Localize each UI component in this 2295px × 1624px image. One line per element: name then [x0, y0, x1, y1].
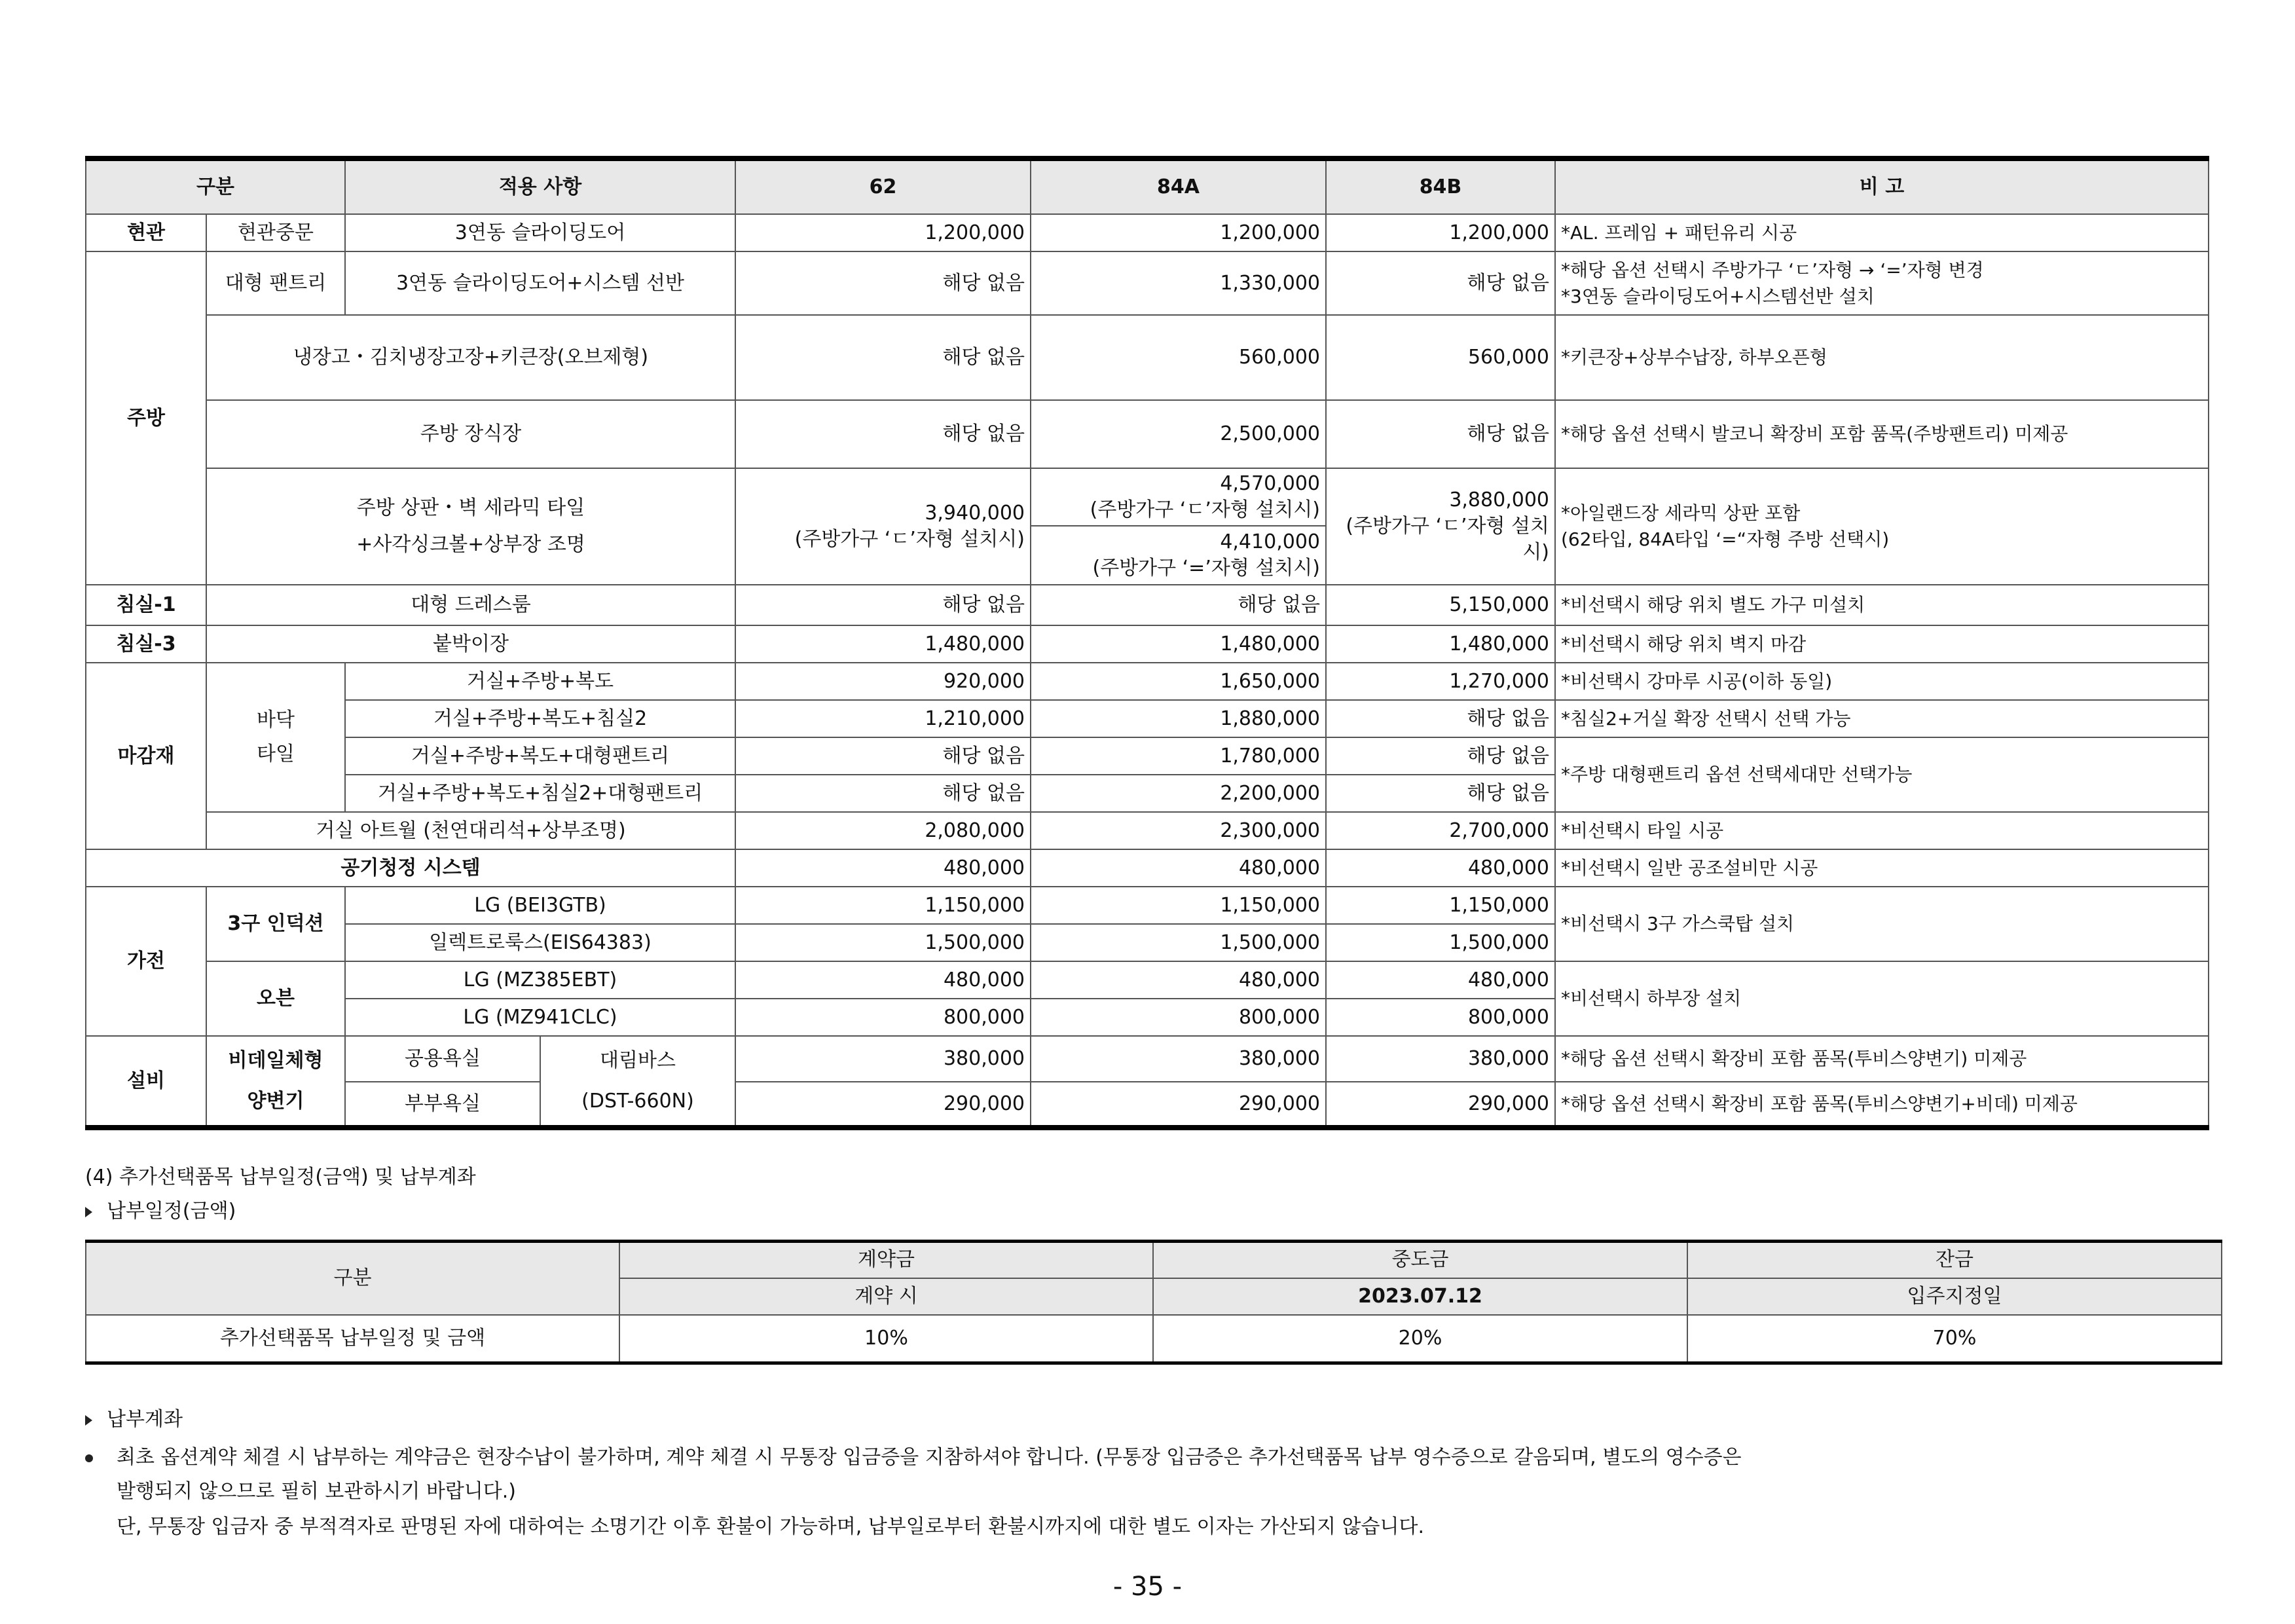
brand-line: 대림바스: [600, 1048, 676, 1072]
table-row: [86, 1082, 2209, 1128]
brand-line: (DST-660N): [581, 1089, 694, 1113]
table-row: [86, 315, 2209, 400]
price-62: 해당 없음: [735, 400, 1031, 468]
price-62: 380,000: [735, 1036, 1031, 1082]
interim-percent: 20%: [1153, 1315, 1687, 1363]
price-84a: [1031, 468, 1326, 585]
account-heading-label: 납부계좌: [107, 1408, 183, 1431]
price-84b: 380,000: [1326, 1036, 1555, 1082]
price-84b: 1,480,000: [1326, 625, 1555, 663]
header-84b: 84B: [1326, 158, 1555, 214]
price-condition: (주방가구 ‘ㄷ’자형 설치시): [1346, 515, 1549, 564]
group-label: 설비: [86, 1036, 206, 1128]
table-row: [86, 585, 2209, 625]
price-84b: 해당 없음: [1326, 775, 1555, 812]
table-header-row: [86, 1242, 2222, 1278]
note-line: *3연동 슬라이딩도어+시스템선반 설치: [1561, 285, 1875, 307]
table-row: [86, 625, 2209, 663]
price-84b: 1,150,000: [1326, 887, 1555, 924]
subheader-interim-date: 2023.07.12: [1153, 1278, 1687, 1315]
note: *AL. 프레임 + 패턴유리 시공: [1555, 214, 2209, 251]
price-84b: 560,000: [1326, 315, 1555, 400]
price-84a: 2,500,000: [1031, 400, 1326, 468]
price-84a: 2,300,000: [1031, 812, 1326, 849]
table-row: [86, 812, 2209, 849]
option-price-table: [85, 156, 2209, 1130]
item-label: 부부욕실: [345, 1082, 540, 1128]
price-84b: 5,150,000: [1326, 585, 1555, 625]
price-84a: 380,000: [1031, 1036, 1326, 1082]
price-84a: 1,480,000: [1031, 625, 1326, 663]
payment-schedule-table: [85, 1240, 2222, 1365]
price-condition: (주방가구 ‘=’자형 설치시): [1092, 557, 1320, 580]
sub-line: 양변기: [247, 1089, 304, 1113]
item-label: [206, 468, 735, 585]
note-line: *해당 옵션 선택시 주방가구 ‘ㄷ’자형 → ‘=’자형 변경: [1561, 259, 1984, 281]
item-label: 대형 드레스룸: [206, 585, 735, 625]
note: *키큰장+상부수납장, 하부오픈형: [1555, 315, 2209, 400]
header-item: 적용 사항: [345, 158, 735, 214]
table-row: [86, 400, 2209, 468]
header-note: 비 고: [1555, 158, 2209, 214]
item-label: 거실 아트월 (천연대리석+상부조명): [206, 812, 735, 849]
price-62: 1,480,000: [735, 625, 1031, 663]
item-label: 거실+주방+복도+침실2: [345, 700, 735, 737]
table-row: [86, 663, 2209, 700]
table-row: [86, 737, 2209, 775]
bullet-icon: [85, 1454, 93, 1462]
price-84b: 해당 없음: [1326, 700, 1555, 737]
note: [1555, 468, 2209, 585]
price-84a: 480,000: [1031, 849, 1326, 887]
price-62: 해당 없음: [735, 775, 1031, 812]
price-62: 해당 없음: [735, 251, 1031, 315]
price-value: 4,410,000: [1220, 530, 1320, 553]
price-84a: 1,150,000: [1031, 887, 1326, 924]
table-row: [86, 1315, 2222, 1363]
deposit-percent: 10%: [619, 1315, 1153, 1363]
note: *비선택시 3구 가스쿡탑 설치: [1555, 887, 2209, 961]
note: *주방 대형팬트리 옵션 선택세대만 선택가능: [1555, 737, 2209, 812]
page-number: - 35 -: [1112, 1572, 1183, 1602]
sub-label: 3구 인덕션: [206, 887, 345, 961]
table-row: [86, 214, 2209, 251]
note: *비선택시 해당 위치 별도 가구 미설치: [1555, 585, 2209, 625]
price-84b: 480,000: [1326, 849, 1555, 887]
price-84a: 560,000: [1031, 315, 1326, 400]
item-line: 주방 상판・벽 세라믹 타일: [356, 496, 585, 519]
price-84a: 1,200,000: [1031, 214, 1326, 251]
subheader-deposit: 계약 시: [619, 1278, 1153, 1315]
item-label: 거실+주방+복도: [345, 663, 735, 700]
price-84a: 1,880,000: [1031, 700, 1326, 737]
price-84a: 800,000: [1031, 999, 1326, 1036]
item-label: 거실+주방+복도+침실2+대형팬트리: [345, 775, 735, 812]
group-label: 가전: [86, 887, 206, 1036]
schedule-heading: [85, 1198, 236, 1225]
price-84b: 해당 없음: [1326, 400, 1555, 468]
note: *침실2+거실 확장 선택시 선택 가능: [1555, 700, 2209, 737]
header-84a: 84A: [1031, 158, 1326, 214]
price-84b: 1,200,000: [1326, 214, 1555, 251]
price-62: 480,000: [735, 849, 1031, 887]
note: [1555, 251, 2209, 315]
sub-label: 대형 팬트리: [206, 251, 345, 315]
header-category: 구분: [86, 158, 345, 214]
item-label: LG (BEI3GTB): [345, 887, 735, 924]
price-84b: 1,500,000: [1326, 924, 1555, 961]
subheader-balance: 입주지정일: [1687, 1278, 2222, 1315]
price-84a: 1,500,000: [1031, 924, 1326, 961]
price-84a: 1,780,000: [1031, 737, 1326, 775]
price-62: 1,150,000: [735, 887, 1031, 924]
price-62: 1,210,000: [735, 700, 1031, 737]
item-label: LG (MZ385EBT): [345, 961, 735, 999]
item-label: 3연동 슬라이딩도어+시스템 선반: [345, 251, 735, 315]
notice-text: 최초 옵션계약 체결 시 납부하는 계약금은 현장수납이 불가하며, 계약 체결 시 무통장 입금증을 지참하셔야 합니다. (무통장 입금증은 추가선택품목 납부 영수증으로 갈음되며, 별도의 영수증은: [117, 1446, 1742, 1469]
price-value: 4,570,000: [1220, 472, 1320, 495]
section-title: (4) 추가선택품목 납부일정(금액) 및 납부계좌: [85, 1166, 476, 1189]
table-row: [86, 887, 2209, 924]
triangle-bullet-icon: [85, 1207, 92, 1217]
item-label: 일렉트로룩스(EIS64383): [345, 924, 735, 961]
table-header-row: [86, 158, 2209, 214]
table-row: [86, 961, 2209, 999]
group-label: 주방: [86, 251, 206, 585]
price-62: 1,500,000: [735, 924, 1031, 961]
note: *비선택시 일반 공조설비만 시공: [1555, 849, 2209, 887]
price-62: 2,080,000: [735, 812, 1031, 849]
sub-label: [206, 663, 345, 812]
price-84b: [1326, 468, 1555, 585]
note: *비선택시 하부장 설치: [1555, 961, 2209, 1036]
note: *해당 옵션 선택시 발코니 확장비 포함 품목(주방팬트리) 미제공: [1555, 400, 2209, 468]
price-62: 290,000: [735, 1082, 1031, 1128]
item-label: 공용욕실: [345, 1036, 540, 1082]
price-62: 해당 없음: [735, 315, 1031, 400]
item-label: LG (MZ941CLC): [345, 999, 735, 1036]
price-84a: 1,650,000: [1031, 663, 1326, 700]
header-category: 구분: [86, 1242, 619, 1315]
note: *비선택시 강마루 시공(이하 동일): [1555, 663, 2209, 700]
sub-line: 바닥: [257, 709, 295, 731]
item-label: 붙박이장: [206, 625, 735, 663]
sub-label: 현관중문: [206, 214, 345, 251]
note: *비선택시 해당 위치 벽지 마감: [1555, 625, 2209, 663]
price-84a-variant-1: [1031, 469, 1325, 526]
price-62: 920,000: [735, 663, 1031, 700]
table-row: [86, 849, 2209, 887]
price-62: 480,000: [735, 961, 1031, 999]
balance-percent: 70%: [1687, 1315, 2222, 1363]
price-84a: 1,330,000: [1031, 251, 1326, 315]
price-62: 1,200,000: [735, 214, 1031, 251]
notice-line-3: 단, 무통장 입금자 중 부적격자로 판명된 자에 대하여는 소명기간 이후 환불이 가능하며, 납부일로부터 환불시까지에 대한 별도 이자는 가산되지 않습니다.: [117, 1515, 1425, 1538]
price-84a: 290,000: [1031, 1082, 1326, 1128]
group-label: 침실-1: [86, 585, 206, 625]
brand-label: [540, 1036, 735, 1128]
item-label: 냉장고・김치냉장고장+키큰장(오브제형): [206, 315, 735, 400]
note: *해당 옵션 선택시 확장비 포함 품목(투비스양변기) 미제공: [1555, 1036, 2209, 1082]
item-label: 공기청정 시스템: [86, 849, 735, 887]
item-label: 거실+주방+복도+대형팬트리: [345, 737, 735, 775]
price-62: [735, 468, 1031, 585]
price-84b: 480,000: [1326, 961, 1555, 999]
price-62: 해당 없음: [735, 737, 1031, 775]
schedule-heading-label: 납부일정(금액): [107, 1200, 236, 1223]
price-84a: 2,200,000: [1031, 775, 1326, 812]
price-84a: 해당 없음: [1031, 585, 1326, 625]
price-condition: (주방가구 ‘ㄷ’자형 설치시): [1090, 498, 1320, 521]
note: *비선택시 타일 시공: [1555, 812, 2209, 849]
row-label: 추가선택품목 납부일정 및 금액: [86, 1315, 619, 1363]
notice-line-1: [85, 1445, 1742, 1471]
price-84b: 1,270,000: [1326, 663, 1555, 700]
group-label: 침실-3: [86, 625, 206, 663]
price-84b: 해당 없음: [1326, 737, 1555, 775]
item-label: 주방 장식장: [206, 400, 735, 468]
triangle-bullet-icon: [85, 1415, 92, 1426]
table-row: [86, 468, 2209, 585]
sub-line: 타일: [257, 743, 295, 766]
group-label: 현관: [86, 214, 206, 251]
sub-line: 비데일체형: [228, 1048, 323, 1072]
price-62: 800,000: [735, 999, 1031, 1036]
table-row: [86, 1036, 2209, 1082]
note: *해당 옵션 선택시 확장비 포함 품목(투비스양변기+비데) 미제공: [1555, 1082, 2209, 1128]
price-84b: 800,000: [1326, 999, 1555, 1036]
header-62: 62: [735, 158, 1031, 214]
header-deposit: 계약금: [619, 1242, 1153, 1278]
note-line: *아일랜드장 세라믹 상판 포함: [1561, 502, 1801, 524]
price-84b: 해당 없음: [1326, 251, 1555, 315]
sub-label: [206, 1036, 345, 1128]
item-label: 3연동 슬라이딩도어: [345, 214, 735, 251]
group-label: 마감재: [86, 663, 206, 849]
account-heading: [85, 1407, 183, 1433]
sub-label: 오븐: [206, 961, 345, 1036]
header-balance: 잔금: [1687, 1242, 2222, 1278]
header-interim: 중도금: [1153, 1242, 1687, 1278]
price-value: 3,940,000: [925, 502, 1025, 525]
price-84a: 480,000: [1031, 961, 1326, 999]
price-value: 3,880,000: [1449, 489, 1549, 511]
price-condition: (주방가구 ‘ㄷ’자형 설치시): [794, 528, 1025, 551]
price-84a-variant-2: [1031, 526, 1325, 584]
note-line: (62타입, 84A타입 ‘=“자형 주방 선택시): [1561, 528, 1890, 550]
price-84b: 2,700,000: [1326, 812, 1555, 849]
notice-line-2: 발행되지 않으므로 필히 보관하시기 바랍니다.): [117, 1480, 517, 1503]
price-62: 해당 없음: [735, 585, 1031, 625]
item-line: +사각싱크볼+상부장 조명: [356, 533, 585, 556]
price-84b: 290,000: [1326, 1082, 1555, 1128]
table-row: [86, 700, 2209, 737]
table-row: [86, 251, 2209, 315]
